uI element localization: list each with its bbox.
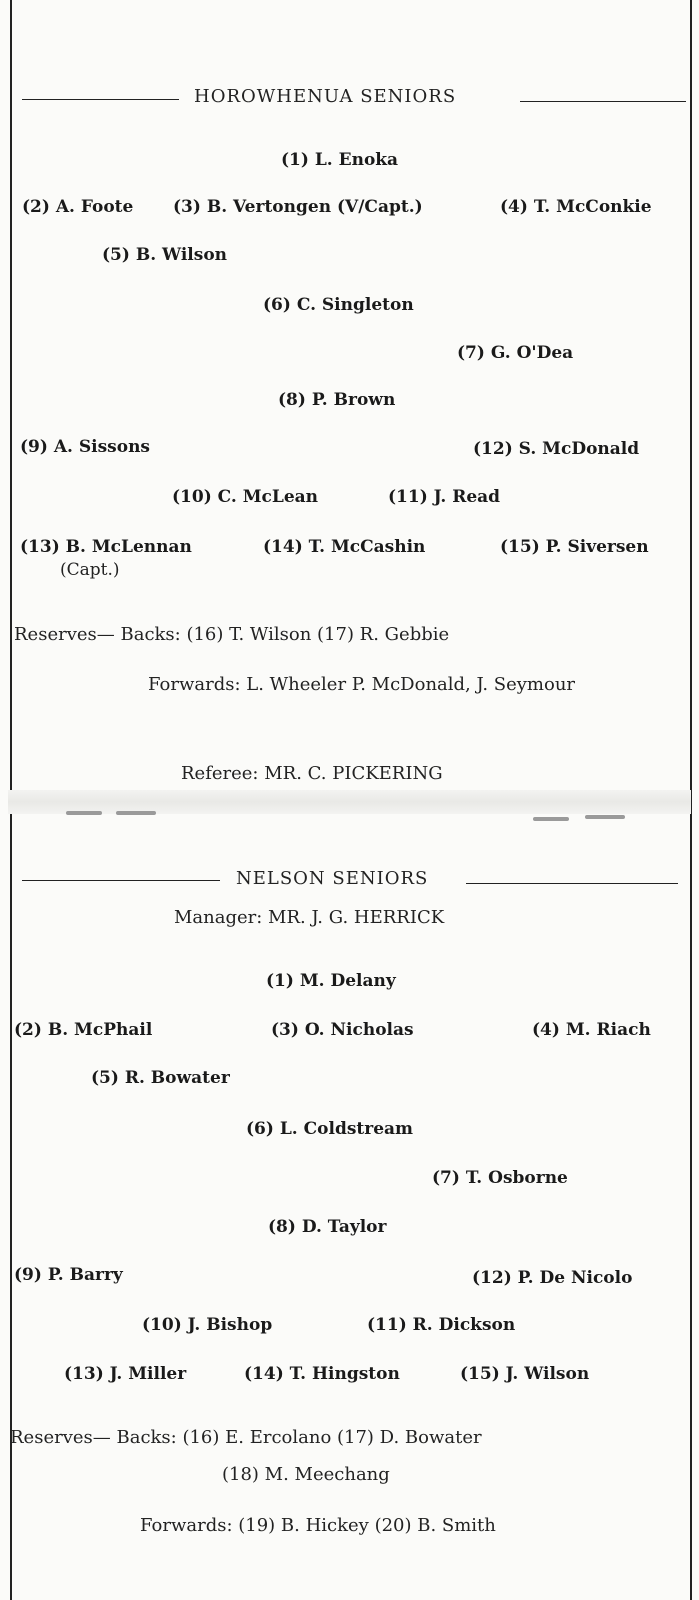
away-player-10: (10) J. Bishop xyxy=(142,1315,273,1335)
home-player-13: (13) B. McLennan xyxy=(20,537,192,557)
home-player-5: (5) B. Wilson xyxy=(102,245,228,265)
home-player-15: (15) P. Siversen xyxy=(500,537,649,557)
home-team-title: HOROWHENUA SENIORS xyxy=(194,86,457,107)
away-player-7: (7) T. Osborne xyxy=(432,1168,568,1188)
home-player-8: (8) P. Brown xyxy=(278,390,396,410)
away-player-11: (11) R. Dickson xyxy=(367,1315,516,1335)
away-player-5: (5) R. Bowater xyxy=(91,1068,230,1088)
home-captain-note: (Capt.) xyxy=(60,560,120,580)
home-player-10: (10) C. McLean xyxy=(172,487,319,507)
away-player-13: (13) J. Miller xyxy=(64,1364,187,1384)
home-player-6: (6) C. Singleton xyxy=(263,295,414,315)
home-reserves-backs: Reserves— Backs: (16) T. Wilson (17) R. Gebbie xyxy=(14,624,450,645)
away-header-rule-left xyxy=(22,880,220,881)
referee-line: Referee: MR. C. PICKERING xyxy=(181,763,443,784)
home-reserves-forwards: Forwards: L. Wheeler P. McDonald, J. Seymour xyxy=(148,674,576,695)
away-manager: Manager: MR. J. G. HERRICK xyxy=(174,907,445,928)
away-team-title: NELSON SENIORS xyxy=(236,868,429,889)
away-reserves-forwards: Forwards: (19) B. Hickey (20) B. Smith xyxy=(140,1515,496,1536)
staple-left-b xyxy=(116,811,156,815)
away-player-6: (6) L. Coldstream xyxy=(246,1119,414,1139)
away-player-4: (4) M. Riach xyxy=(532,1020,651,1040)
header-rule-left xyxy=(22,99,179,100)
away-player-9: (9) P. Barry xyxy=(14,1265,123,1285)
home-player-7: (7) G. O'Dea xyxy=(457,343,574,363)
away-player-1: (1) M. Delany xyxy=(266,971,396,991)
away-reserves-backs-cont: (18) M. Meechang xyxy=(222,1464,390,1485)
home-player-2: (2) A. Foote xyxy=(22,197,134,217)
home-player-3: (3) B. Vertongen (V/Capt.) xyxy=(173,197,423,217)
away-player-14: (14) T. Hingston xyxy=(244,1364,400,1384)
away-player-2: (2) B. McPhail xyxy=(14,1020,153,1040)
staple-left-a xyxy=(66,811,102,815)
staple-right-b xyxy=(585,815,625,819)
home-player-14: (14) T. McCashin xyxy=(263,537,426,557)
staple-right-a xyxy=(533,817,569,821)
home-player-1: (1) L. Enoka xyxy=(281,150,399,170)
away-player-15: (15) J. Wilson xyxy=(460,1364,590,1384)
home-player-4: (4) T. McConkie xyxy=(500,197,652,217)
home-player-9: (9) A. Sissons xyxy=(20,437,151,457)
away-player-3: (3) O. Nicholas xyxy=(271,1020,414,1040)
away-reserves-backs: Reserves— Backs: (16) E. Ercolano (17) D. Bowater xyxy=(10,1427,482,1448)
home-player-12: (12) S. McDonald xyxy=(473,439,640,459)
away-player-12: (12) P. De Nicolo xyxy=(472,1268,633,1288)
away-header-rule-right xyxy=(466,883,678,884)
page-fold xyxy=(8,790,691,814)
home-player-11: (11) J. Read xyxy=(388,487,501,507)
header-rule-right xyxy=(520,101,686,102)
away-player-8: (8) D. Taylor xyxy=(268,1217,387,1237)
